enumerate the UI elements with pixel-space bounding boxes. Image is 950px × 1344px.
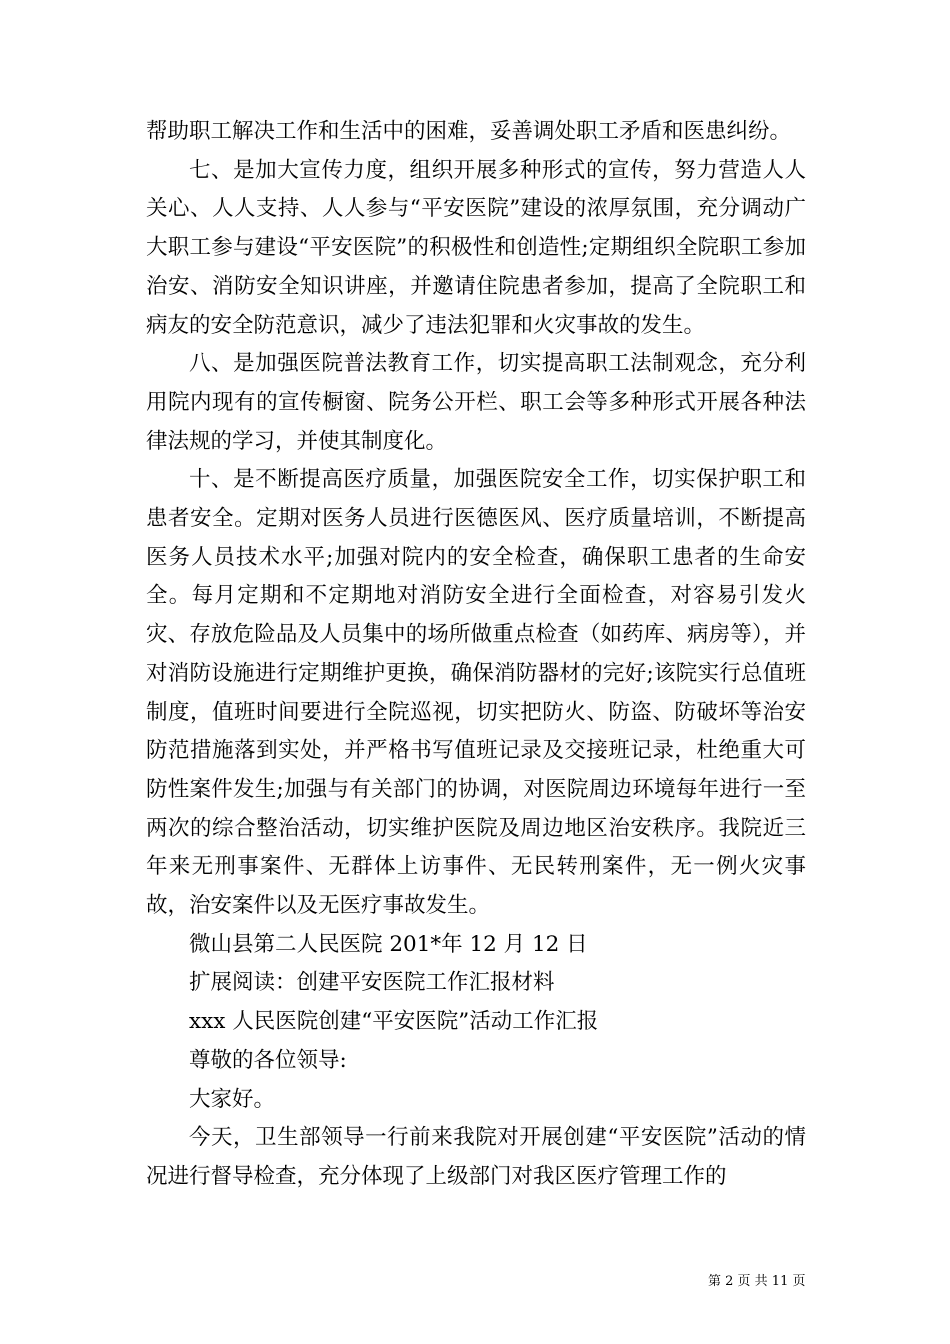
paragraph-item-seven: 七、是加大宣传力度，组织开展多种形式的宣传，努力营造人人关心、人人支持、人人参与“平安医院”建设的浓厚氛围，充分调动广大职工参与建设“平安医院”的积极性和创造性;定期组织全院职工参加治安、消防安全知识讲座，并邀请住院患者参加，提高了全院职工和病友的安全防范意识，减少了违法犯罪和火灾事故的发生。 (146, 157, 806, 338)
salutation: 尊敬的各位领导: (189, 1047, 347, 1073)
paragraph-opening: 今天，卫生部领导一行前来我院对开展创建“平安医院”活动的情况进行督导检查，充分体现了上级部门对我区医疗管理工作的 (146, 1125, 806, 1189)
signature-date-line: 微山县第二人民医院 201*年 12 月 12 日 (189, 931, 588, 957)
paragraph-item-eight: 八、是加强医院普法教育工作，切实提高职工法制观念，充分利用院内现有的宣传橱窗、院务公开栏、职工会等多种形式开展各种法律法规的学习，并使其制度化。 (146, 351, 806, 454)
page-number-footer: 第 2 页 共 11 页 (708, 1274, 806, 1289)
paragraph-continuation: 帮助职工解决工作和生活中的困难，妥善调处职工矛盾和医患纠纷。 (146, 119, 792, 144)
extended-reading-heading: 扩展阅读：创建平安医院工作汇报材料 (189, 970, 555, 996)
report-title: xxx 人民医院创建“平安医院”活动工作汇报 (189, 1009, 599, 1035)
document-body (146, 113, 806, 1197)
greeting: 大家好。 (189, 1086, 276, 1112)
paragraph-item-ten: 十、是不断提高医疗质量，加强医院安全工作，切实保护职工和患者安全。定期对医务人员进行医德医风、医疗质量培训，不断提高医务人员技术水平;加强对院内的安全检查，确保职工患者的生命安全。每月定期和不定期地对消防安全进行全面检查，对容易引发火灾、存放危险品及人员集中的场所做重点检查（如药库、病房等），并对消防设施进行定期维护更换，确保消防器材的完好;该院实行总值班制度，值班时间要进行全院巡视，切实把防火、防盗、防破坏等治安防范措施落到实处，并严格书写值班记录及交接班记录，杜绝重大可防性案件发生;加强与有关部门的协调，对医院周边环境每年进行一至两次的综合整治活动，切实维护医院及周边地区治安秩序。我院近三年来无刑事案件、无群体上访事件、无民转刑案件，无一例火灾事故，治安案件以及无医疗事故发生。 (146, 467, 806, 919)
